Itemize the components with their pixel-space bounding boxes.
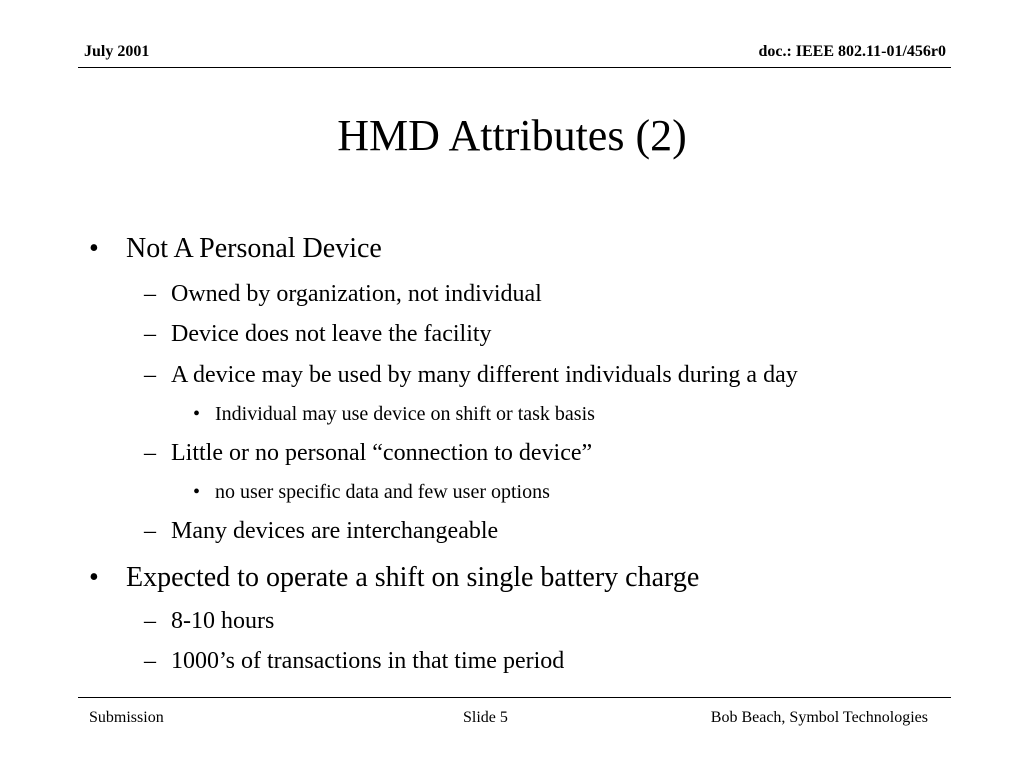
header-doc-id: doc.: IEEE 802.11-01/456r0 <box>758 43 946 60</box>
bullet-item <box>193 479 550 505</box>
bullet-marker: – <box>144 281 156 307</box>
bullet-text: A device may be used by many different individuals during a day <box>171 362 798 388</box>
bullet-item <box>144 279 542 309</box>
bullet-marker: • <box>193 403 201 425</box>
bullet-item <box>144 438 593 468</box>
bullet-item <box>89 560 700 596</box>
bullet-item <box>144 516 499 546</box>
bullet-item <box>144 606 275 636</box>
footer-author: Bob Beach, Symbol Technologies <box>710 709 928 726</box>
bullet-marker: – <box>144 608 156 634</box>
bullet-item <box>89 231 382 267</box>
bullet-text: Little or no personal “connection to device” <box>171 440 593 466</box>
header-date: July 2001 <box>84 43 150 60</box>
bullet-text: Many devices are interchangeable <box>171 518 499 544</box>
bullet-marker: – <box>144 362 156 388</box>
footer-slide-number: Slide 5 <box>463 709 508 726</box>
bullet-item <box>144 319 492 349</box>
bullet-marker: • <box>89 233 99 264</box>
bullet-marker: – <box>144 321 156 347</box>
bullet-text: Expected to operate a shift on single battery charge <box>126 562 700 593</box>
bullet-text: Device does not leave the facility <box>171 321 492 347</box>
bullet-marker: – <box>144 440 156 466</box>
bullet-text: 8-10 hours <box>171 608 275 634</box>
bullet-text: Owned by organization, not individual <box>171 281 542 307</box>
bullet-text: Individual may use device on shift or task basis <box>215 403 595 425</box>
bullet-marker: • <box>89 562 99 593</box>
bullet-marker: – <box>144 648 156 674</box>
bullet-marker: • <box>193 481 201 503</box>
bullet-item <box>193 401 595 427</box>
bullet-item <box>144 646 565 676</box>
bullet-text: no user specific data and few user options <box>215 481 550 503</box>
bullet-text: 1000’s of transactions in that time period <box>171 648 565 674</box>
slide-title: HMD Attributes (2) <box>337 111 687 160</box>
bullet-marker: – <box>144 518 156 544</box>
footer-submission: Submission <box>89 709 164 726</box>
bullet-text: Not A Personal Device <box>126 233 382 264</box>
footer-divider <box>78 697 951 698</box>
bullet-item <box>144 360 798 390</box>
